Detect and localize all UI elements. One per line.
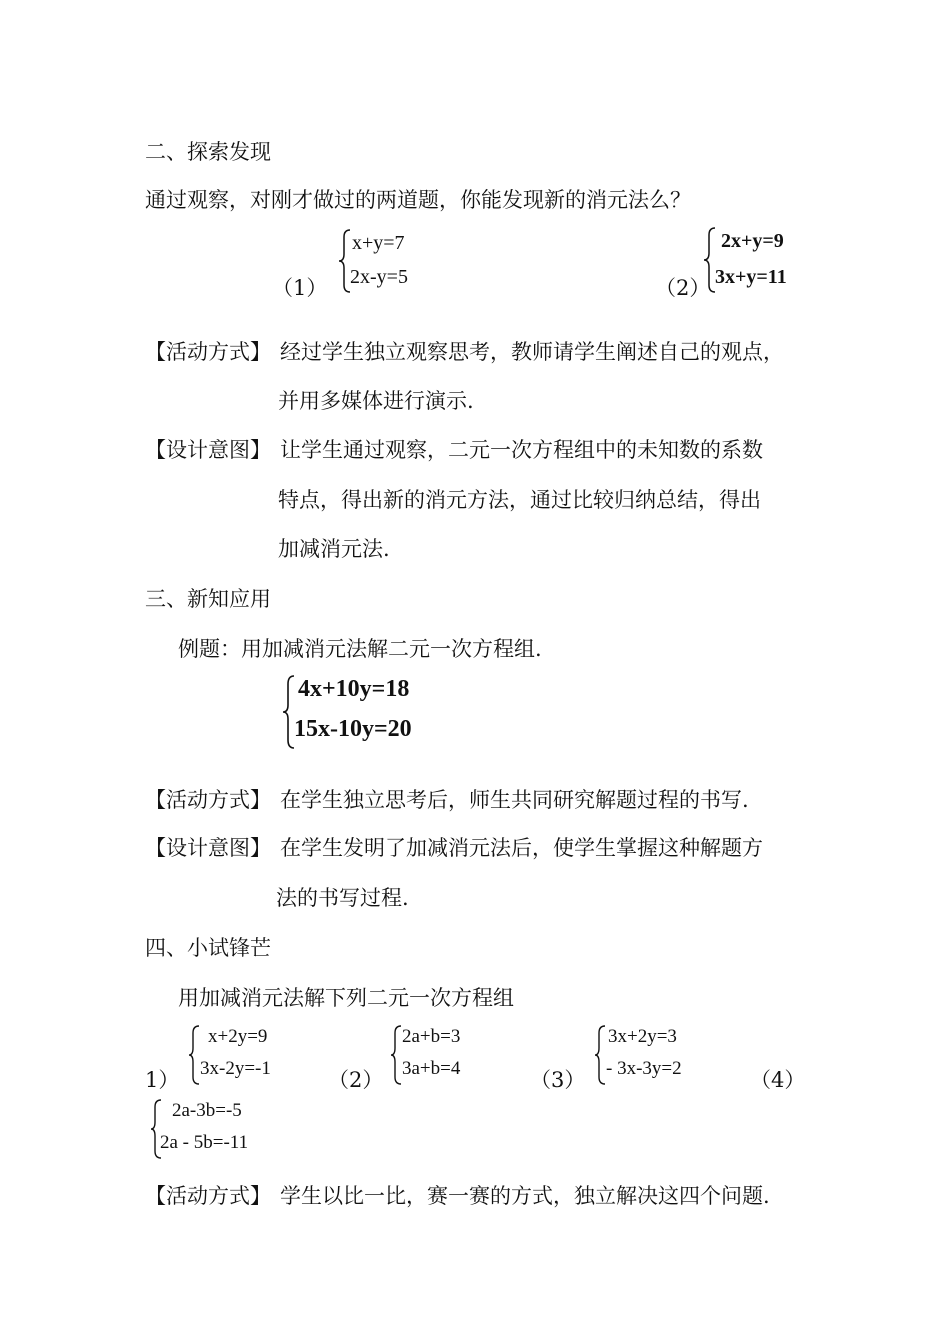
equation: 4x+10y=18 [298, 676, 410, 702]
equation: 15x-10y=20 [294, 716, 412, 742]
equation-system [390, 1024, 490, 1088]
equation: 3a+b=4 [402, 1058, 461, 1079]
design-tag: 【设计意图】 [145, 836, 271, 860]
equation-system [282, 674, 452, 752]
equation: x+y=7 [352, 232, 405, 254]
equation-system [338, 228, 448, 296]
equation-system [188, 1024, 298, 1088]
paragraph: 经过学生独立观察思考，教师请学生阐述自己的观点， [280, 340, 784, 364]
equation: 2a - 5b=-11 [160, 1132, 249, 1153]
paragraph: 在学生独立思考后，师生共同研究解题过程的书写. [280, 788, 749, 812]
paragraph: 并用多媒体进行演示. [278, 389, 474, 413]
paragraph: 在学生发明了加减消元法后，使学生掌握这种解题方 [280, 836, 763, 860]
equation: 2x+y=9 [721, 230, 784, 252]
equation: 2a-3b=-5 [172, 1100, 242, 1121]
section-heading: 二、探索发现 [145, 140, 271, 164]
equation: 2x-y=5 [350, 266, 408, 288]
equation: - 3x-3y=2 [606, 1058, 682, 1079]
activity-tag: 【活动方式】 [145, 1184, 271, 1208]
paragraph: 加减消元法. [278, 537, 390, 561]
paragraph: 例题：用加减消元法解二元一次方程组. [178, 637, 542, 661]
section-heading: 四、小试锋芒 [145, 936, 271, 960]
equation: x+2y=9 [208, 1026, 268, 1047]
equation: 3x-2y=-1 [200, 1058, 271, 1079]
equation-system [594, 1024, 714, 1088]
problem-label: （2） [655, 276, 711, 300]
paragraph: 让学生通过观察，二元一次方程组中的未知数的系数 [280, 438, 763, 462]
section-heading: 三、新知应用 [145, 587, 271, 611]
paragraph: 学生以比一比，赛一赛的方式，独立解决这四个问题. [280, 1184, 770, 1208]
paragraph: 通过观察，对刚才做过的两道题，你能发现新的消元法么？ [145, 188, 691, 212]
design-tag: 【设计意图】 [145, 438, 271, 462]
equation: 3x+y=11 [715, 266, 787, 288]
problem-label: （2） [328, 1068, 384, 1092]
equation: 3x+2y=3 [608, 1026, 677, 1047]
paragraph: 特点，得出新的消元方法，通过比较归纳总结，得出 [278, 488, 761, 512]
equation: 2a+b=3 [402, 1026, 461, 1047]
paragraph: 法的书写过程. [276, 886, 409, 910]
problem-label: （1） [272, 276, 328, 300]
problem-label: （4） [750, 1068, 806, 1092]
equation-system [150, 1098, 280, 1162]
activity-tag: 【活动方式】 [145, 788, 271, 812]
equation-system [703, 226, 823, 296]
problem-label: 1） [145, 1068, 180, 1092]
activity-tag: 【活动方式】 [145, 340, 271, 364]
paragraph: 用加减消元法解下列二元一次方程组 [178, 986, 514, 1010]
problem-label: （3） [530, 1068, 586, 1092]
